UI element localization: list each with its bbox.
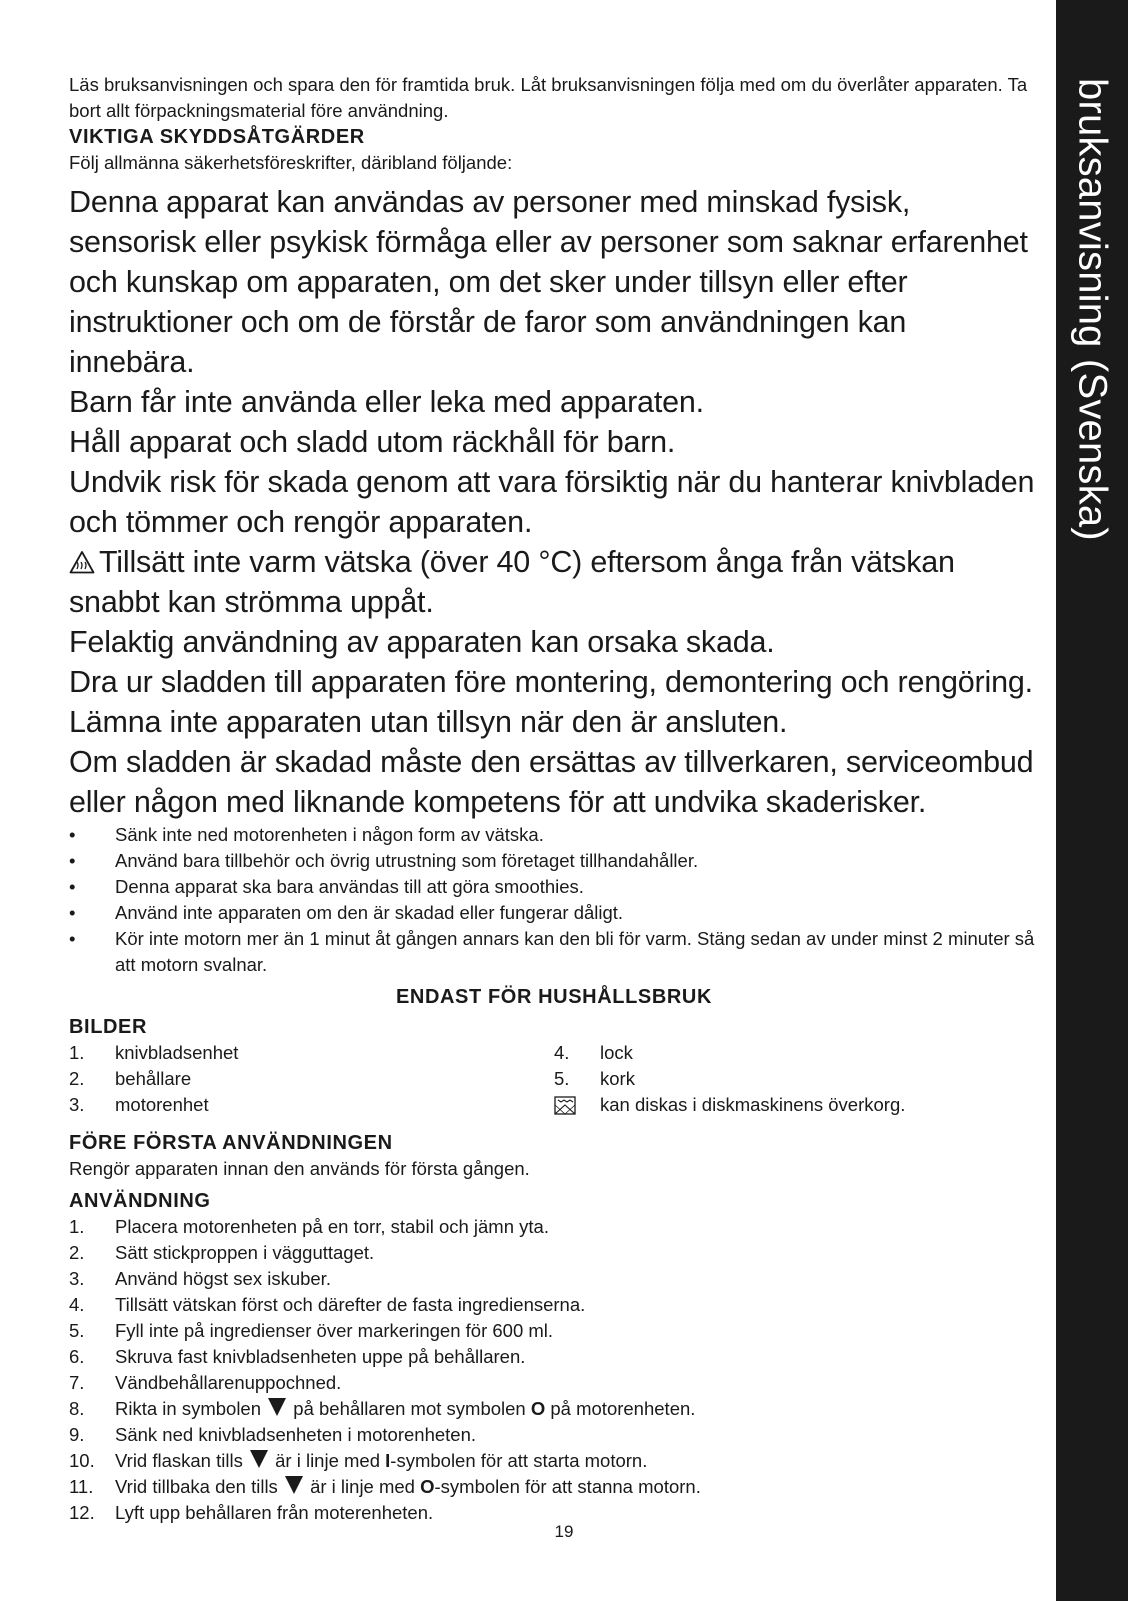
usage-step: 4. Tillsätt vätskan först och därefter de fasta ingredienserna. — [69, 1294, 586, 1315]
manual-content — [69, 72, 1039, 1526]
dishwasher-note: kan diskas i diskmaskinens överkorg. — [554, 1092, 1039, 1118]
safety-large-7: Dra ur sladden till apparaten före montering, demontering och rengöring. — [69, 665, 1033, 699]
safety-bullet-list — [69, 822, 1039, 978]
intro-text: Läs bruksanvisningen och spara den för framtida bruk. Låt bruksanvisningen följa med om du överlåter apparaten. Ta bort allt förpackningsmaterial före användning. — [69, 74, 1028, 121]
safety-large-3: Håll apparat och sladd utom räckhåll för barn. — [69, 425, 676, 459]
safety-large-9: Om sladden är skadad måste den ersättas av tillverkaren, serviceombud eller någon med liknande kompetens för att undvika skaderisker. — [69, 745, 1034, 819]
usage-heading: ANVÄNDNING — [69, 1190, 211, 1212]
safety-large-5 — [69, 542, 1039, 622]
safety-large-8: Lämna inte apparaten utan tillsyn när den är ansluten. — [69, 705, 788, 739]
before-first-use-heading: FÖRE FÖRSTA ANVÄNDNINGEN — [69, 1132, 393, 1154]
safety-large-4: Undvik risk för skada genom att vara försiktig när du hanterar knivbladen och tömmer och rengör apparaten. — [69, 465, 1035, 539]
usage-step: 10. Vrid flaskan tills är i linje med I-symbolen för att starta motorn. — [69, 1450, 648, 1471]
safety-heading: VIKTIGA SKYDDSÅTGÄRDER — [69, 126, 365, 148]
safety-large-2: Barn får inte använda eller leka med apparaten. — [69, 385, 704, 419]
usage-step: 7. Vändbehållarenuppochned. — [69, 1372, 342, 1393]
usage-step: 5. Fyll inte på ingredienser över markeringen för 600 ml. — [69, 1320, 554, 1341]
part-item: 1. knivbladsenhet — [69, 1042, 239, 1063]
usage-step: 9. Sänk ned knivbladsenheten i motorenheten. — [69, 1424, 477, 1445]
down-triangle-icon — [268, 1398, 286, 1416]
part-item: 2. behållare — [69, 1068, 192, 1089]
part-item: 4. lock — [554, 1042, 633, 1063]
bullet-item: • Sänk inte ned motorenheten i någon form av vätska. — [69, 822, 1039, 848]
bullet-item: • Använd bara tillbehör och övrig utrustning som företaget tillhandahåller. — [69, 848, 1039, 874]
bullet-item: • Kör inte motorn mer än 1 minut åt gången annars kan den bli för varm. Stäng sedan av under minst 2 minuter så att motorn svalnar. — [69, 926, 1039, 978]
part-item: 3. motorenhet — [69, 1094, 209, 1115]
i-symbol: I — [385, 1450, 391, 1471]
parts-list-right — [554, 1040, 1039, 1118]
usage-steps — [69, 1214, 1039, 1526]
part-item: 5. kork — [554, 1068, 635, 1089]
usage-step: 3. Använd högst sex iskuber. — [69, 1268, 331, 1289]
page-number: 19 — [554, 1522, 574, 1541]
o-symbol: O — [420, 1476, 435, 1497]
images-heading: BILDER — [69, 1016, 148, 1038]
safety-large-6: Felaktig användning av apparaten kan orsaka skada. — [69, 625, 775, 659]
parts-list-left — [69, 1040, 554, 1118]
usage-step: 12. Lyft upp behållaren från moterenheten. — [69, 1502, 434, 1523]
usage-step: 2. Sätt stickproppen i vägguttaget. — [69, 1242, 375, 1263]
safety-large-5-text: Tillsätt inte varm vätska (över 40 °C) eftersom ånga från vätskan snabbt kan strömma uppåt. — [69, 545, 955, 619]
down-triangle-icon — [285, 1476, 303, 1494]
safety-large-1: Denna apparat kan användas av personer med minskad fysisk, sensorisk eller psykisk förmåga eller av personer som saknar erfarenhet och kunskap om apparaten, om det sker under tillsyn eller efter instruktioner och om de förstår de faror som användningen kan innebära. — [69, 185, 1028, 379]
warning-triangle-icon — [69, 550, 95, 574]
sidebar-title: bruksanvisning (Svenska) — [1070, 78, 1115, 541]
down-triangle-icon — [250, 1450, 268, 1468]
before-first-use-text: Rengör apparaten innan den används för första gången. — [69, 1158, 530, 1179]
household-only-heading: ENDAST FÖR HUSHÅLLSBRUK — [395, 986, 713, 1008]
usage-step: 6. Skruva fast knivbladsenheten uppe på behållaren. — [69, 1346, 526, 1367]
bullet-item: • Använd inte apparaten om den är skadad eller fungerar dåligt. — [69, 900, 1039, 926]
parts-list — [69, 1040, 1039, 1118]
usage-step: 8. Rikta in symbolen på behållaren mot symbolen O på motorenheten. — [69, 1398, 696, 1419]
usage-step: 1. Placera motorenheten på en torr, stabil och jämn yta. — [69, 1216, 549, 1237]
usage-step: 11. Vrid tillbaka den tills är i linje med O-symbolen för att stanna motorn. — [69, 1476, 701, 1497]
o-symbol: O — [530, 1398, 546, 1419]
safety-subheading: Följ allmänna säkerhetsföreskrifter, däribland följande: — [69, 152, 513, 173]
dishwasher-top-rack-icon — [554, 1092, 600, 1118]
bullet-item: • Denna apparat ska bara användas till att göra smoothies. — [69, 874, 1039, 900]
